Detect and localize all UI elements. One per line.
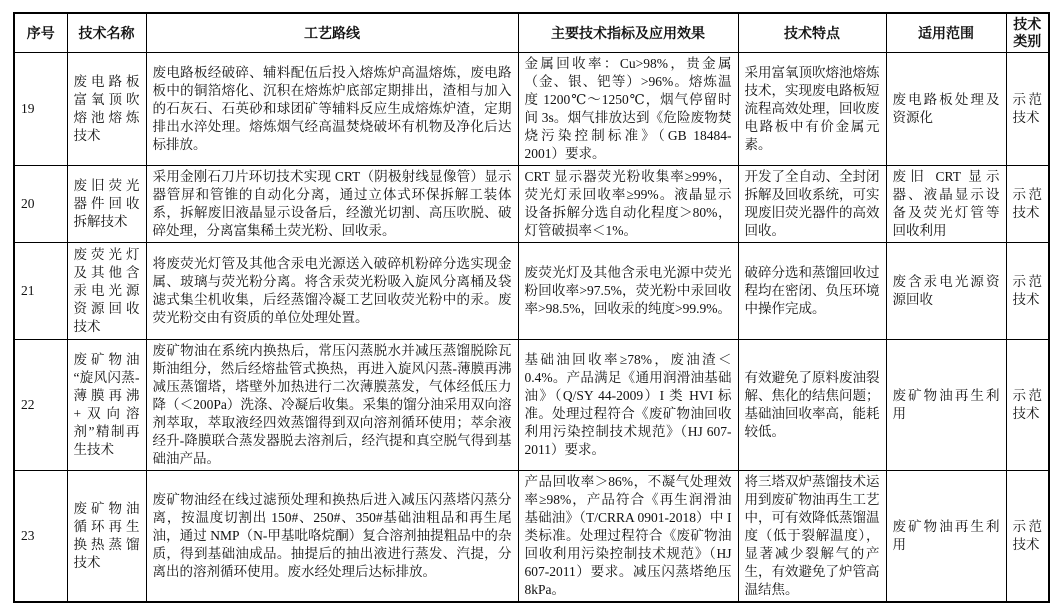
technology-table [13, 12, 1050, 603]
tech-name-cell: 废矿物油“旋风闪蒸-薄膜再沸+双向溶剂”精制再生技术 [67, 340, 146, 471]
row-number-cell: 21 [14, 243, 67, 340]
tech-name-cell: 废矿物油循环再生换热蒸馏技术 [67, 471, 146, 603]
process-route-cell: 废矿物油在系统内换热后，常压闪蒸脱水并减压蒸馏脱除瓦斯油组分，然后经熔盐管式换热，再进入旋风闪蒸-薄膜再沸减压蒸馏塔，塔壁外加热进行二次薄膜蒸发，气体经低压力降（＜200Pa）洗涤、冷凝后收集。采集的馏分油采用双向溶剂萃取，萃取液经四效蒸馏得到双向溶剂循环使用；萃余液经升-降膜联合蒸发器脱去溶剂后，经汽提和真空脱气得到基础油产品。 [146, 340, 518, 471]
table-row [14, 166, 1049, 243]
category-cell: 示范技术 [1006, 340, 1049, 471]
scope-cell: 废含汞电光源资源回收 [886, 243, 1006, 340]
features-cell: 开发了全自动、全封闭拆解及回收系统，可实现废旧荧光器件的高效回收。 [738, 166, 886, 243]
indicators-cell: 产品回收率＞86%，不凝气处理效率≥98%，产品符合《再生润滑油基础油》（T/CRRA 0901-2018）中 I 类标准。处理过程符合《废矿物油回收利用污染控制技术规范》（HJ 607-2011）要求。减压闪蒸塔绝压 8kPa。 [518, 471, 738, 603]
header-category: 技术类别 [1006, 13, 1049, 53]
header-features: 技术特点 [738, 13, 886, 53]
tech-name-cell: 废旧荧光器件回收拆解技术 [67, 166, 146, 243]
category-cell: 示范技术 [1006, 471, 1049, 603]
scope-cell: 废旧 CRT 显示器、液晶显示设备及荧光灯管等回收利用 [886, 166, 1006, 243]
row-number-cell: 23 [14, 471, 67, 603]
document-page [13, 12, 1050, 603]
category-cell: 示范技术 [1006, 166, 1049, 243]
features-cell: 有效避免了原料废油裂解、焦化的结焦问题；基础油回收率高，能耗较低。 [738, 340, 886, 471]
table-row [14, 53, 1049, 166]
process-route-cell: 将废荧光灯管及其他含汞电光源送入破碎机粉碎分选实现金属、玻璃与荧光粉分离。将含汞荧光粉吸入旋风分离桶及袋滤式集尘机收集，后经蒸馏冷凝工艺回收荧光粉中的汞。废荧光粉交由有资质的单位处理处置。 [146, 243, 518, 340]
scope-cell: 废矿物油再生利用 [886, 471, 1006, 603]
row-number-cell: 22 [14, 340, 67, 471]
table-header-row [14, 13, 1049, 53]
table-row [14, 243, 1049, 340]
tech-name-cell: 废荧光灯及其他含汞电光源资源回收技术 [67, 243, 146, 340]
process-route-cell: 废电路板经破碎、辅料配伍后投入熔炼炉高温熔炼，废电路板中的铜箔熔化、沉积在熔炼炉底部定期排出，渣相与加入的石灰石、石英砂和球团矿等辅料反应生成熔炼炉渣，定期排出水淬处理。熔炼烟气经高温焚烧破坏有机物及净化后达标排放。 [146, 53, 518, 166]
header-indicators: 主要技术指标及应用效果 [518, 13, 738, 53]
table-row [14, 340, 1049, 471]
tech-name-cell: 废电路板富氧顶吹熔池熔炼技术 [67, 53, 146, 166]
header-row-number: 序号 [14, 13, 67, 53]
indicators-cell: 金属回收率：Cu>98%，贵金属（金、银、钯等）>96%。熔炼温度 1200℃～1250℃，烟气停留时间 3s。烟气排放达到《危险废物焚烧污染控制标准》（GB 18484-2001）要求。 [518, 53, 738, 166]
category-cell: 示范技术 [1006, 243, 1049, 340]
header-tech-name: 技术名称 [67, 13, 146, 53]
row-number-cell: 20 [14, 166, 67, 243]
indicators-cell: 废荧光灯及其他含汞电光源中荧光粉回收率>97.5%，荧光粉中汞回收率>98.5%，回收汞的纯度>99.9%。 [518, 243, 738, 340]
indicators-cell: 基础油回收率≥78%，废油渣＜0.4%。产品满足《通用润滑油基础油》（Q/SY 44-2009）I 类 HVI 标准。处理过程符合《废矿物油回收利用污染控制技术规范》（HJ 607-2011）要求。 [518, 340, 738, 471]
features-cell: 采用富氧顶吹熔池熔炼技术，实现废电路板短流程高效处理，回收废电路板中有价金属元素。 [738, 53, 886, 166]
scope-cell: 废矿物油再生利用 [886, 340, 1006, 471]
category-cell: 示范技术 [1006, 53, 1049, 166]
indicators-cell: CRT 显示器荧光粉收集率≥99%，荧光灯汞回收率≥99%。液晶显示设备拆解分选自动化程度＞80%，灯管破损率＜1%。 [518, 166, 738, 243]
features-cell: 破碎分选和蒸馏回收过程均在密闭、负压环境中操作完成。 [738, 243, 886, 340]
process-route-cell: 废矿物油经在线过滤预处理和换热后进入减压闪蒸塔闪蒸分离，按温度切割出 150#、250#、350#基础油粗品和再生尾油，通过 NMP（N-甲基吡咯烷酮）复合溶剂抽提粗品中的杂质，得到基础油成品。抽提后的抽出液进行蒸发、汽提，分离出的溶剂循环使用。废水经处理后达标排放。 [146, 471, 518, 603]
table-row [14, 471, 1049, 603]
process-route-cell: 采用金刚石刀片环切技术实现 CRT（阴极射线显像管）显示器管屏和管锥的自动化分离，通过立体式环保拆解工装体系，拆解废旧液晶显示设备后，经激光切割、高压吹脱、破碎处理，分离富集稀土荧光粉、回收汞。 [146, 166, 518, 243]
header-process-route: 工艺路线 [146, 13, 518, 53]
scope-cell: 废电路板处理及资源化 [886, 53, 1006, 166]
header-scope: 适用范围 [886, 13, 1006, 53]
features-cell: 将三塔双炉蒸馏技术运用到废矿物油再生工艺中，可有效降低蒸馏温度（低于裂解温度），显著减少裂解气的产生，有效避免了炉管高温结焦。 [738, 471, 886, 603]
row-number-cell: 19 [14, 53, 67, 166]
